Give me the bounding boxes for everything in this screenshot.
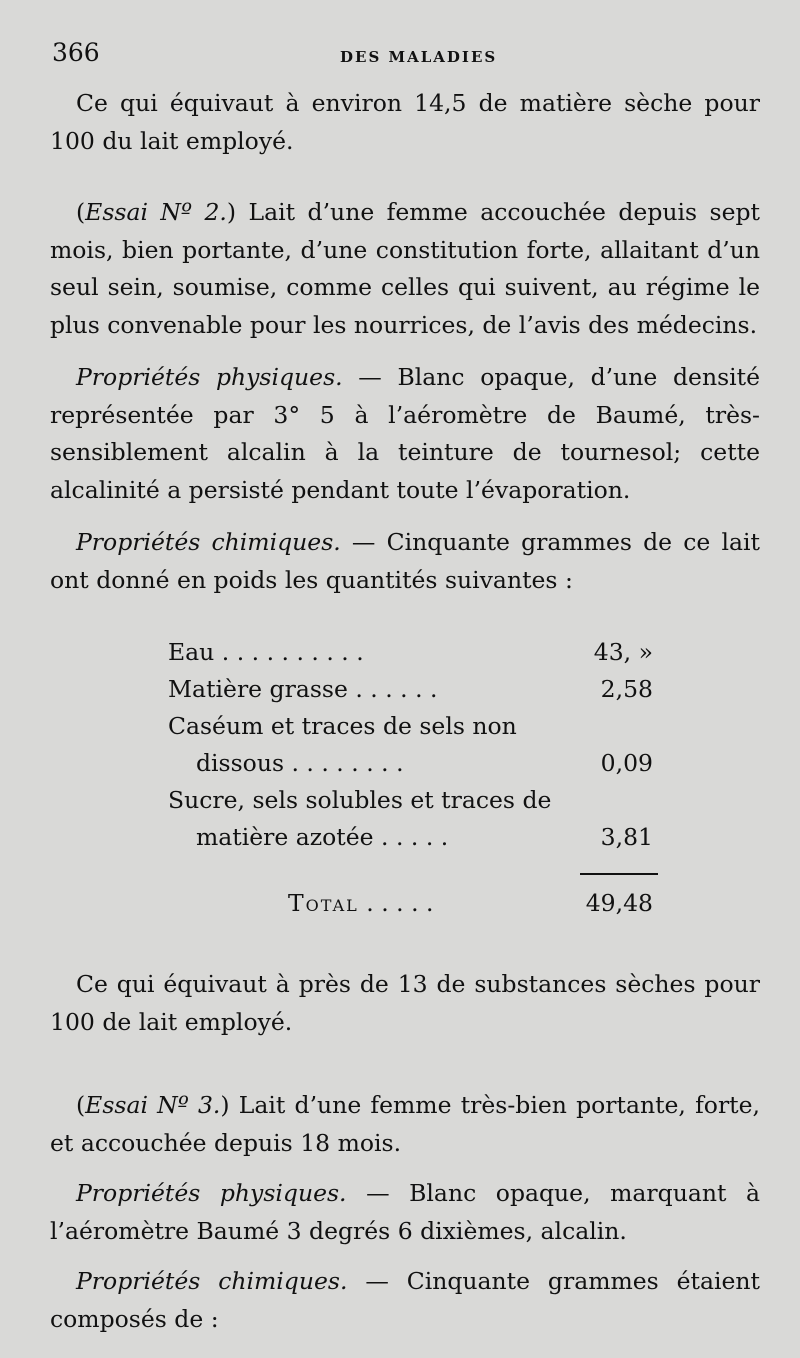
essai-title: Essai Nº 2. <box>85 198 227 226</box>
section-heading: Propriétés chimiques. <box>76 528 341 556</box>
essai-title: Essai Nº 3. <box>85 1091 221 1119</box>
table-row <box>168 749 653 785</box>
paren-open: ( <box>76 198 86 226</box>
section-heading: Propriétés physiques. <box>76 1179 347 1207</box>
row-label: dissous . . . . . . . . <box>196 749 404 777</box>
total-label-group <box>288 889 433 917</box>
table-row <box>168 786 653 822</box>
paragraph-essai-3 <box>50 1087 760 1162</box>
row-label: Caséum et traces de sels non <box>168 712 517 740</box>
table-row <box>168 712 653 748</box>
total-value: 49,48 <box>585 889 653 917</box>
row-label: Eau . . . . . . . . . . <box>168 638 364 666</box>
row-value: 0,09 <box>600 749 653 777</box>
paragraph-text: — Cinquante grammes de ce lait ont donné en poids les quantités suivantes : <box>50 528 760 594</box>
table-row <box>168 638 653 674</box>
table-total-row <box>288 889 653 925</box>
row-label: matière azotée . . . . . <box>196 823 449 851</box>
paragraph-result-2 <box>50 966 760 1041</box>
row-label: Matière grasse . . . . . . <box>168 675 438 703</box>
total-label: Total <box>288 889 359 917</box>
paragraph-physical-properties-2 <box>50 1175 760 1250</box>
paragraph-text: Ce qui équivaut à environ 14,5 de matière sèche pour 100 du lait employé. <box>50 89 760 155</box>
paragraph-chemical-properties-2 <box>50 1263 760 1338</box>
paragraph-text: — Blanc opaque, marquant à l’aéromètre Baumé 3 degrés 6 dixièmes, alcalin. <box>50 1179 760 1245</box>
paragraph-text: — Blanc opaque, d’une densité représentée par 3° 5 à l’aéromètre de Baumé, très-sensiblement alcalin à la teinture de tournesol; cette alcalinité a persisté pendant toute l’évaporation. <box>50 363 761 504</box>
sum-rule <box>580 873 658 875</box>
page-number: 366 <box>52 38 100 67</box>
paragraph-text: — Cinquante grammes étaient composés de : <box>50 1267 760 1333</box>
table-row <box>168 675 653 711</box>
row-value: 2,58 <box>600 675 653 703</box>
paren-open: ( <box>76 1091 86 1119</box>
running-head: DES MALADIES <box>340 48 498 66</box>
section-heading: Propriétés chimiques. <box>76 1267 348 1295</box>
row-value: 43, » <box>593 638 653 666</box>
paragraph-chemical-properties <box>50 524 760 599</box>
paragraph-essai-2 <box>50 194 760 344</box>
section-heading: Propriétés physiques. <box>76 363 343 391</box>
page-header <box>52 38 752 78</box>
paragraph-text: ) Lait d’une femme accouchée depuis sept mois, bien portante, d’une constitution forte, allaitant d’un seul sein, soumise, comme celles qui suivent, au régime le plus convenable pour les nourrices, de l’avis des médecins. <box>50 198 760 339</box>
row-value: 3,81 <box>600 823 653 851</box>
paragraph-text: ) Lait d’une femme très-bien portante, forte, et accouchée depuis 18 mois. <box>50 1091 760 1157</box>
paragraph-text: Ce qui équivaut à près de 13 de substances sèches pour 100 de lait employé. <box>50 970 760 1036</box>
row-label: Sucre, sels solubles et traces de <box>168 786 552 814</box>
paragraph-physical-properties <box>50 359 760 509</box>
table-row <box>168 823 653 859</box>
paragraph-result-1 <box>50 85 760 160</box>
total-dots: . . . . . <box>358 889 434 917</box>
